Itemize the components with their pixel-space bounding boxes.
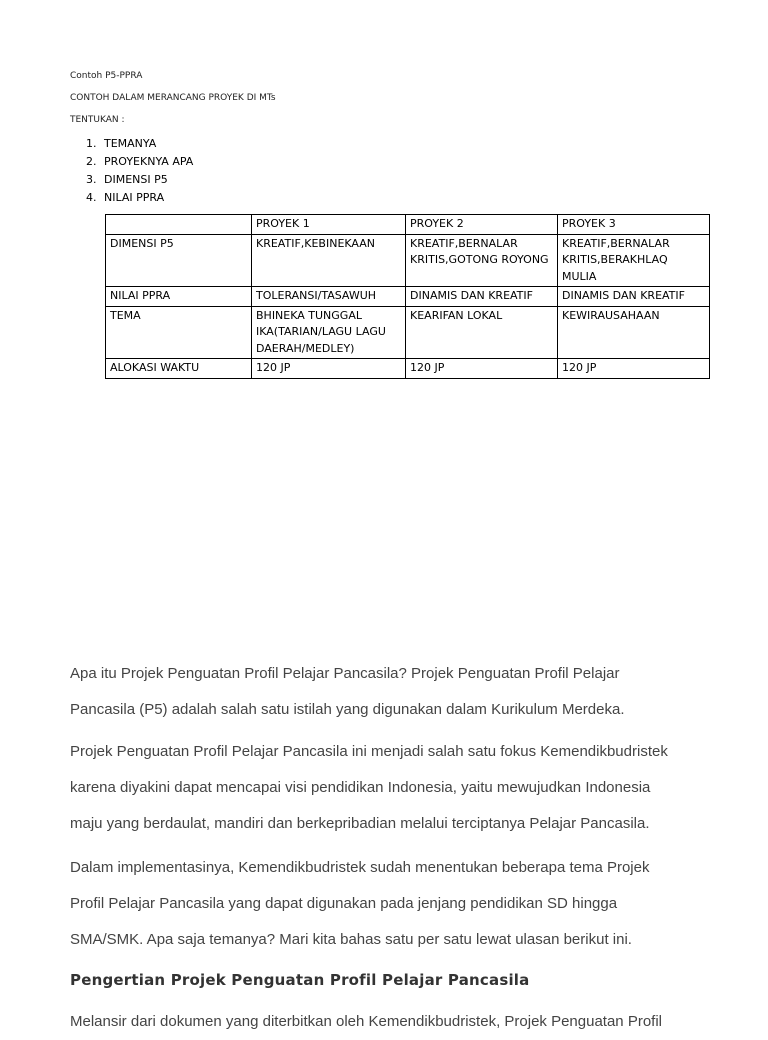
instruction-label: TENTUKAN : [70, 115, 125, 125]
paragraph-line: Melansir dari dokumen yang diterbitkan oleh Kemendikbudristek, Projek Penguatan Profil [70, 1013, 662, 1030]
table-header-cell: PROYEK 2 [406, 215, 558, 235]
paragraph-line: Pancasila (P5) adalah salah satu istilah yang digunakan dalam Kurikulum Merdeka. [70, 701, 625, 718]
table-cell: 120 JP [558, 359, 710, 379]
paragraph-line: Dalam implementasinya, Kemendikbudristek sudah menentukan beberapa tema Projek [70, 859, 650, 876]
table-header-cell [106, 215, 252, 235]
table-header-row [106, 215, 710, 235]
table-cell: KEARIFAN LOKAL [406, 306, 558, 359]
list-number: 4. [86, 191, 97, 204]
table-row-label: DIMENSI P5 [106, 234, 252, 287]
table-cell: KREATIF,BERNALAR KRITIS,BERAKHLAQ MULIA [558, 234, 710, 287]
table-row [106, 234, 710, 287]
table-cell: 120 JP [406, 359, 558, 379]
paragraph-line: Apa itu Projek Penguatan Profil Pelajar Pancasila? Projek Penguatan Profil Pelajar [70, 665, 620, 682]
table-cell: DINAMIS DAN KREATIF [406, 287, 558, 307]
list-item-text: DIMENSI P5 [104, 173, 168, 186]
list-item [86, 189, 193, 207]
paragraph-4 [70, 1004, 710, 1040]
table-header-cell: PROYEK 3 [558, 215, 710, 235]
paragraph-line: maju yang berdaulat, mandiri dan berkepribadian melalui terciptanya Pelajar Pancasila. [70, 815, 650, 832]
list-number: 2. [86, 155, 97, 168]
project-table [105, 214, 710, 379]
paragraph-line: SMA/SMK. Apa saja temanya? Mari kita bahas satu per satu lewat ulasan berikut ini. [70, 931, 632, 948]
document-title: Contoh P5-PPRA [70, 71, 143, 81]
paragraph-1 [70, 656, 710, 728]
table-cell: DINAMIS DAN KREATIF [558, 287, 710, 307]
paragraph-line: karena diyakini dapat mencapai visi pendidikan Indonesia, yaitu mewujudkan Indonesia [70, 779, 651, 796]
paragraph-2 [70, 734, 710, 842]
table-row [106, 287, 710, 307]
list-item-text: TEMANYA [104, 137, 157, 150]
table-row-label: TEMA [106, 306, 252, 359]
table-cell: BHINEKA TUNGGAL IKA(TARIAN/LAGU LAGU DAERAH/MEDLEY) [252, 306, 406, 359]
list-number: 1. [86, 137, 97, 150]
table-row-label: NILAI PPRA [106, 287, 252, 307]
table-cell: KREATIF,KEBINEKAAN [252, 234, 406, 287]
section-heading: Pengertian Projek Penguatan Profil Pelajar Pancasila [70, 971, 530, 989]
list-item [86, 171, 193, 189]
table-cell: TOLERANSI/TASAWUH [252, 287, 406, 307]
list-item-text: PROYEKNYA APA [104, 155, 194, 168]
paragraph-line: Profil Pelajar Pancasila yang dapat digunakan pada jenjang pendidikan SD hingga [70, 895, 618, 912]
table-row [106, 306, 710, 359]
list-number: 3. [86, 173, 97, 186]
list-item [86, 153, 193, 171]
table-cell: 120 JP [252, 359, 406, 379]
table-cell: KREATIF,BERNALAR KRITIS,GOTONG ROYONG [406, 234, 558, 287]
list-item-text: NILAI PPRA [104, 191, 165, 204]
table-cell: KEWIRAUSAHAAN [558, 306, 710, 359]
table-header-cell: PROYEK 1 [252, 215, 406, 235]
list-item [86, 135, 193, 153]
table-row [106, 359, 710, 379]
document-subtitle: CONTOH DALAM MERANCANG PROYEK DI MTs [70, 93, 276, 103]
table-row-label: ALOKASI WAKTU [106, 359, 252, 379]
paragraph-line: Projek Penguatan Profil Pelajar Pancasila ini menjadi salah satu fokus Kemendikbudristek [70, 743, 668, 760]
topic-list [86, 135, 193, 207]
paragraph-3 [70, 850, 710, 958]
